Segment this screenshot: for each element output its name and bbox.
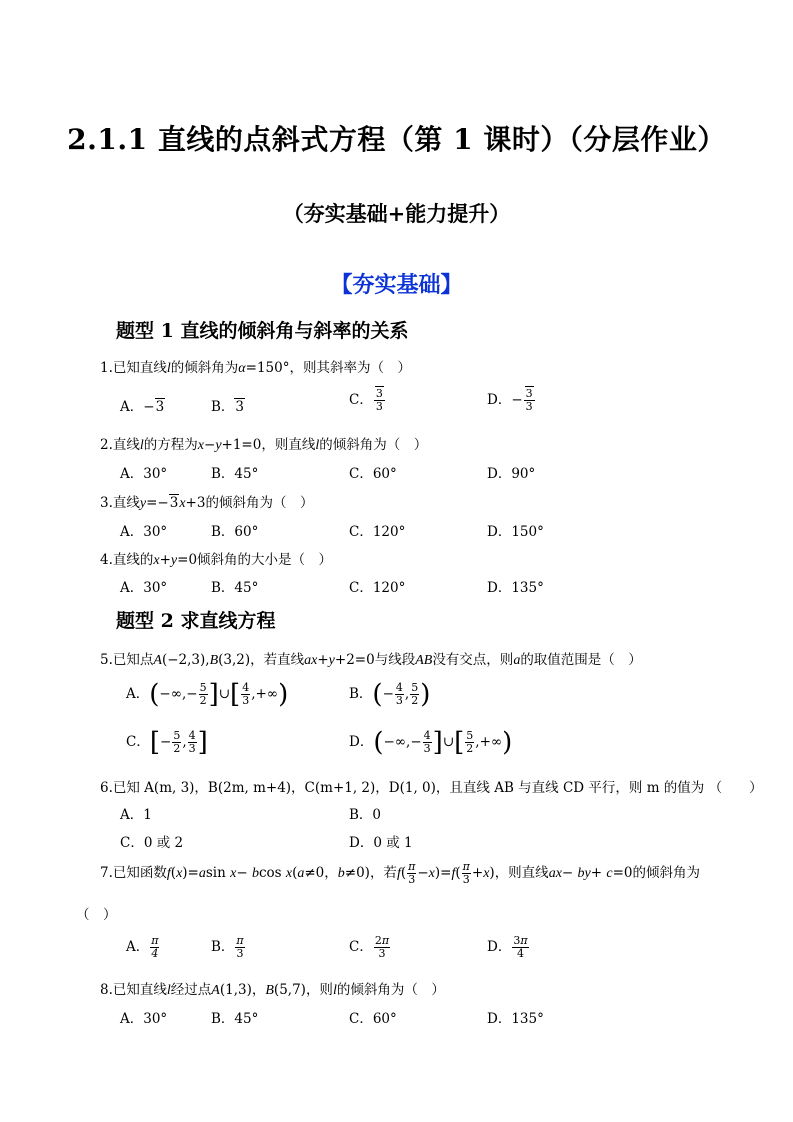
option-a[interactable]: A．−3 — [120, 399, 165, 415]
option-b[interactable]: B．45° — [211, 1011, 259, 1027]
question-8: 8.已知直线l经过点A(1,3)，B(5,7)，则l的倾斜角为（ ） — [100, 982, 445, 998]
page-title: 2.1.1 直线的点斜式方程（第 1 课时）（分层作业） — [67, 123, 726, 156]
option-a[interactable]: A．(−∞,− $\frac{5}{2}$ ]∪[ $\frac{4}{3}$ ,+∞) — [126, 679, 289, 710]
option-d[interactable]: D．135° — [487, 1011, 544, 1027]
option-c[interactable]: C．120° — [349, 524, 406, 540]
section-heading: 【夯实基础】 — [330, 272, 463, 298]
question-7-answer-bracket: （ ） — [76, 907, 117, 923]
question-3: 3.直线y=−3x+3的倾斜角为（ ） — [100, 495, 314, 511]
option-b[interactable]: B．0 — [349, 807, 382, 823]
question-5: 5.已知点A(−2,3),B(3,2)，若直线ax+y+2=0与线段AB没有交点，则a的取值范围是（ ） — [100, 652, 642, 668]
question-2: 2.直线l的方程为x−y+1=0，则直线l的倾斜角为（ ） — [100, 437, 428, 453]
option-d[interactable]: D．− $\frac{3}{3}$ — [487, 387, 533, 413]
question-1: 1.已知直线l的倾斜角为α=150°，则其斜率为（ ） — [100, 360, 411, 376]
option-b[interactable]: B．3 — [211, 399, 245, 415]
option-d[interactable]: D．90° — [487, 466, 536, 482]
question-type-heading: 题型 2 求直线方程 — [116, 610, 276, 632]
question-7: 7.已知函数f(x)=asin x− bcos x(a≠0，b≠0)，若f( $\frac{\pi}{3}$ −x)=f( $\frac{\pi}{3}$ +x)，则直线ax− by+ c=0的倾斜角为 — [100, 860, 700, 886]
question-type-heading: 题型 1 直线的倾斜角与斜率的关系 — [116, 320, 409, 342]
page-subtitle: （夯实基础+能力提升） — [282, 201, 511, 226]
option-a[interactable]: A．30° — [120, 466, 168, 482]
question-4: 4.直线的x+y=0倾斜角的大小是（ ） — [100, 552, 333, 568]
option-c[interactable]: C．60° — [349, 466, 397, 482]
option-b[interactable]: B．45° — [211, 580, 259, 596]
option-d[interactable]: D．(−∞,− $\frac{4}{3}$ ]∪[ $\frac{5}{2}$ ,+∞) — [349, 727, 513, 758]
option-a[interactable]: A．30° — [120, 524, 168, 540]
option-d[interactable]: D．150° — [487, 524, 544, 540]
option-d[interactable]: D． $\frac{3\pi}{4}$ — [487, 934, 528, 960]
option-a[interactable]: A．1 — [120, 807, 152, 823]
question-6: 6.已知 A(m, 3)，B(2m, m+4)，C(m+1, 2)，D(1, 0)，且直线 AB 与直线 CD 平行，则 m 的值为 （ ） — [100, 780, 763, 796]
option-a[interactable]: A．30° — [120, 580, 168, 596]
option-c[interactable]: C．[− $\frac{5}{2}$ , $\frac{4}{3}$ ] — [126, 727, 208, 758]
option-c[interactable]: C． $\frac{3}{3}$ — [349, 387, 383, 413]
option-d[interactable]: D．135° — [487, 580, 544, 596]
option-b[interactable]: B． $\frac{\pi}{3}$ — [211, 934, 244, 960]
option-c[interactable]: C．60° — [349, 1011, 397, 1027]
option-d[interactable]: D．0 或 1 — [349, 835, 413, 851]
option-a[interactable]: A．30° — [120, 1011, 168, 1027]
option-c[interactable]: C．120° — [349, 580, 406, 596]
option-b[interactable]: B．45° — [211, 466, 259, 482]
option-a[interactable]: A． $\frac{\pi}{4}$ — [126, 934, 159, 960]
option-c[interactable]: C． $\frac{2\pi}{3}$ — [349, 934, 390, 960]
option-b[interactable]: B．(− $\frac{4}{3}$ , $\frac{5}{2}$ ) — [349, 679, 431, 710]
option-c[interactable]: C．0 或 2 — [120, 835, 184, 851]
option-b[interactable]: B．60° — [211, 524, 259, 540]
